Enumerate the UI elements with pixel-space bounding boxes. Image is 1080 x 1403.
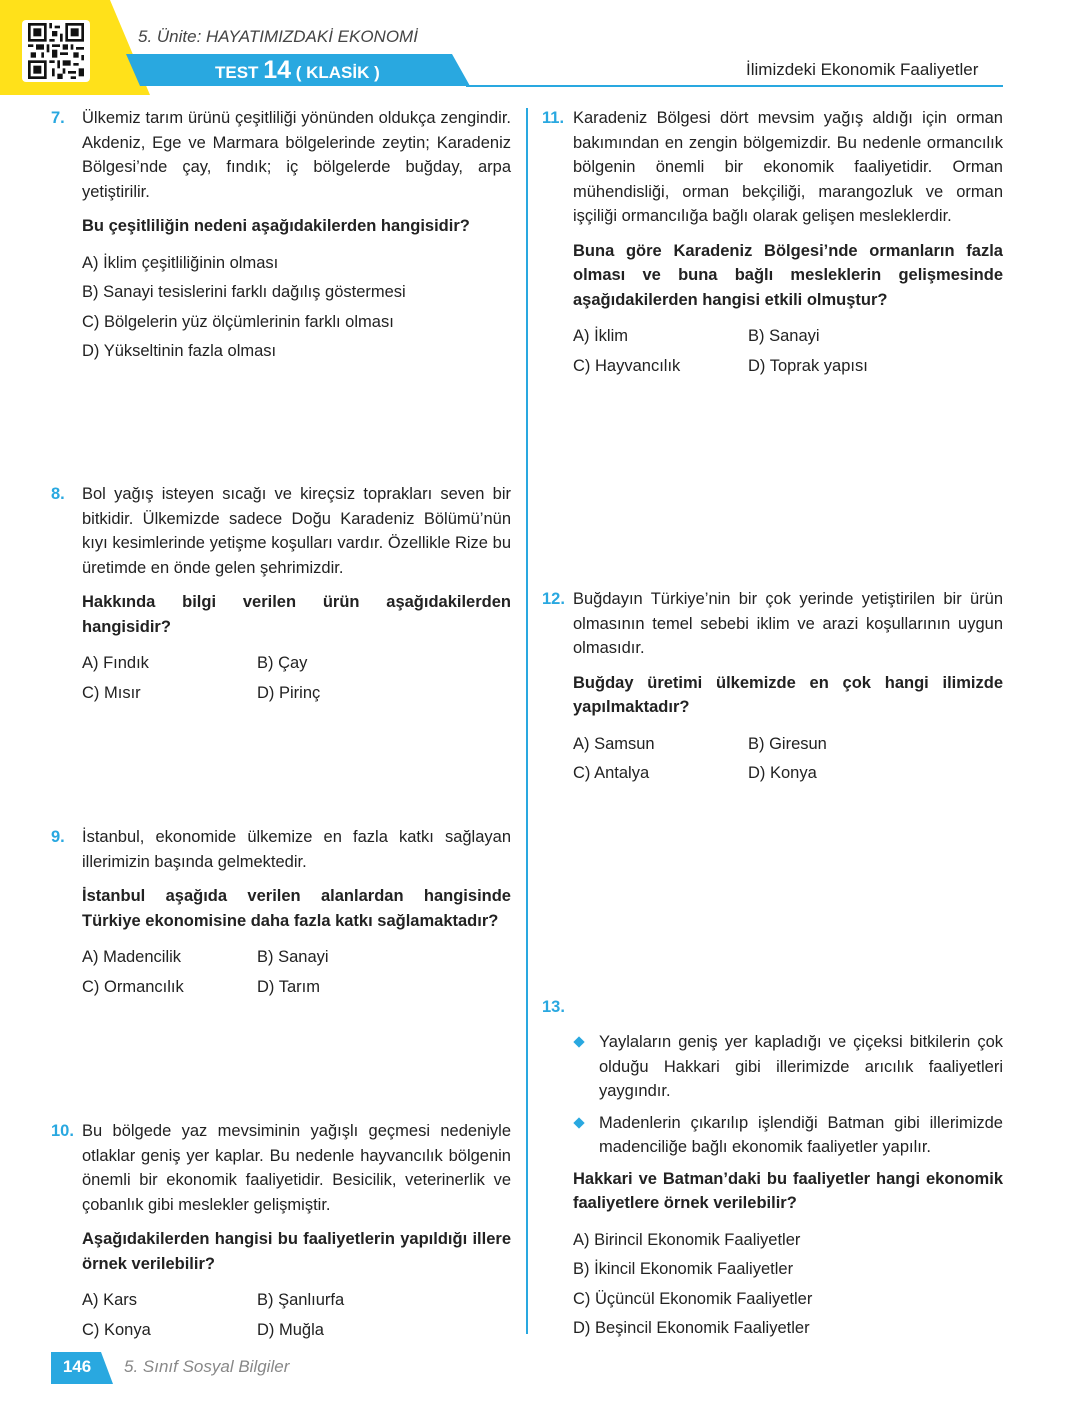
page-number: 146: [62, 1357, 92, 1376]
options: [82, 943, 511, 1002]
option-a[interactable]: A) Birincil Ekonomik Faaliyetler: [573, 1230, 801, 1249]
question-7: [82, 106, 511, 367]
qr-code-icon: [26, 23, 86, 79]
option-d[interactable]: D) Beşincil Ekonomik Faaliyetler: [573, 1319, 810, 1337]
bullet-item: [573, 1030, 1003, 1104]
option-b[interactable]: B) Sanayi: [748, 327, 820, 345]
option-c[interactable]: C) Hayvancılık: [573, 356, 681, 375]
option-b[interactable]: B) Çay: [257, 654, 308, 672]
bullet-text: Madenlerin çıkarılıp işlendiği Batman gibi illerimizde madenciliğe bağlı ekonomik faaliyetler yapılır.: [599, 1113, 1003, 1156]
option-d[interactable]: D) Muğla: [257, 1320, 324, 1339]
option-d[interactable]: D) Konya: [748, 764, 817, 782]
test-prefix: TEST: [215, 63, 259, 82]
question-prompt: Aşağıdakilerden hangisi bu faaliyetlerin yapıldığı illere örnek verilebilir?: [82, 1230, 511, 1273]
diamond-bullet-icon: [573, 1036, 584, 1047]
options: [82, 249, 511, 367]
option-a[interactable]: A) Madencilik: [82, 948, 182, 966]
test-label: [215, 56, 380, 85]
option-c[interactable]: C) Antalya: [573, 764, 650, 782]
question-number: 11.: [542, 109, 565, 127]
option-c[interactable]: C) Üçüncül Ekonomik Faaliyetler: [573, 1289, 813, 1308]
question-text: Bol yağış isteyen sıcağı ve kireçsiz toprakları seven bir bitkidir. Ülkemizde sadece Doğu Karadeniz Bölümü’nün kıyı kesimlerinde yetişme koşulları vardır. Özellikle Rize bu üretimde en önde gelen şehrimizdir.: [82, 485, 511, 577]
option-c[interactable]: C) Konya: [82, 1320, 151, 1339]
question-12: [573, 587, 1003, 789]
option-a[interactable]: A) İklim çeşitliliğinin olması: [82, 253, 279, 272]
option-c[interactable]: C) Mısır: [82, 683, 141, 702]
option-b[interactable]: B) İkincil Ekonomik Faaliyetler: [573, 1260, 794, 1278]
question-prompt: Hakkari ve Batman’daki bu faaliyetler hangi ekonomik faaliyetlere örnek verilebilir?: [573, 1169, 1003, 1212]
diamond-bullet-icon: [573, 1117, 584, 1128]
option-d[interactable]: D) Yükseltinin fazla olması: [82, 342, 277, 360]
test-number: 14: [263, 56, 291, 84]
question-number: 9.: [51, 828, 65, 846]
question-text: Bu bölgede yaz mevsiminin yağışlı geçmesi nedeniyle otlaklar geniş yer kaplar. Bu nedenle hayvancılık bölgenin önemli bir ekonomik faaliyetidir. Besicilik, veterinerlik ve çobanlık gibi meslekler gelişmiştir.: [82, 1122, 511, 1214]
option-a[interactable]: A) Fındık: [82, 654, 149, 672]
column-divider: [526, 108, 528, 1334]
question-10: [82, 1119, 511, 1345]
options: [573, 322, 1003, 381]
options: [573, 1226, 1003, 1344]
option-d[interactable]: D) Tarım: [257, 977, 320, 996]
question-text: Karadeniz Bölgesi dört mevsim yağış aldığı için orman bakımından en zengin bölgemizdir. Bu nedenle ormancılık bölgenin önemli bir ekonomik faaliyetidir. Orman mühendisliği, orman bekçiliği, marangozluk ve orman işçiliği ormancılığa bağlı olarak gelişen mesleklerdir.: [573, 109, 1003, 225]
book-title: 5. Sınıf Sosyal Bilgiler: [124, 1357, 290, 1376]
question-number: 10.: [51, 1122, 74, 1140]
question-number: 12.: [542, 590, 565, 608]
test-type: ( KLASİK ): [295, 63, 380, 82]
bullet-text: Yaylaların geniş yer kapladığı ve çiçeksi bitkilerin çok olduğu Hakkari gibi illerimizde arıcılık faaliyetleri yaygındır.: [599, 1033, 1003, 1100]
bullet-item: [573, 1111, 1003, 1160]
question-text: Ülkemiz tarım ürünü çeşitliliği yönünden oldukça zengindir. Akdeniz, Ege ve Marmara bölgelerinde zeytin; Karadeniz Bölgesi’nde çay, fındık; iç bölgelerde buğday, arpa yetiştirilir.: [82, 109, 511, 201]
question-prompt: Buna göre Karadeniz Bölgesi’nde ormanların fazla olması ve buna bağlı mesleklerin gelişmesinde aşağıdakilerden hangisi etkili olmuştur?: [573, 241, 1003, 309]
option-d[interactable]: D) Pirinç: [257, 683, 321, 702]
qr-code[interactable]: [22, 20, 90, 82]
question-text: İstanbul, ekonomide ülkemize en fazla katkı sağlayan illerimizin başında gelmektedir.: [82, 828, 511, 871]
question-text: Buğdayın Türkiye’nin bir çok yerinde yetiştirilen bir ürün olmasının temel sebebi iklim ve arazi koşullarının uygun olmasıdır.: [573, 590, 1003, 657]
question-prompt: Buğday üretimi ülkemizde en çok hangi ilimizde yapılmaktadır?: [573, 673, 1003, 716]
option-c[interactable]: C) Ormancılık: [82, 977, 184, 996]
option-a[interactable]: A) İklim: [573, 327, 628, 345]
question-9: [82, 825, 511, 1002]
options: [82, 1286, 511, 1345]
question-number: 8.: [51, 485, 65, 503]
option-d[interactable]: D) Toprak yapısı: [748, 356, 868, 375]
option-c[interactable]: C) Bölgelerin yüz ölçümlerinin farklı olması: [82, 312, 394, 331]
options: [573, 730, 1003, 789]
question-13: [573, 1030, 1003, 1344]
header-rule: [466, 85, 1003, 87]
question-number: 13.: [542, 998, 565, 1016]
question-11: [573, 106, 1003, 381]
question-prompt: İstanbul aşağıda verilen alanlardan hangisinde Türkiye ekonomisine daha fazla katkı sağlamaktadır?: [82, 887, 511, 930]
unit-title: 5. Ünite: HAYATIMIZDAKİ EKONOMİ: [138, 27, 418, 46]
option-b[interactable]: B) Sanayi: [257, 948, 329, 966]
question-number: 7.: [51, 109, 65, 127]
question-prompt: Hakkında bilgi verilen ürün aşağıdakilerden hangisidir?: [82, 593, 511, 636]
topic-title: İlimizdeki Ekonomik Faaliyetler: [746, 60, 979, 79]
option-b[interactable]: B) Giresun: [748, 734, 827, 753]
question-8: [82, 482, 511, 708]
option-a[interactable]: A) Kars: [82, 1291, 138, 1309]
option-b[interactable]: B) Şanlıurfa: [257, 1291, 345, 1309]
question-prompt: Bu çeşitliliğin nedeni aşağıdakilerden hangisidir?: [82, 217, 470, 235]
option-b[interactable]: B) Sanayi tesislerini farklı dağılış göstermesi: [82, 283, 406, 301]
option-a[interactable]: A) Samsun: [573, 734, 655, 753]
options: [82, 649, 511, 708]
